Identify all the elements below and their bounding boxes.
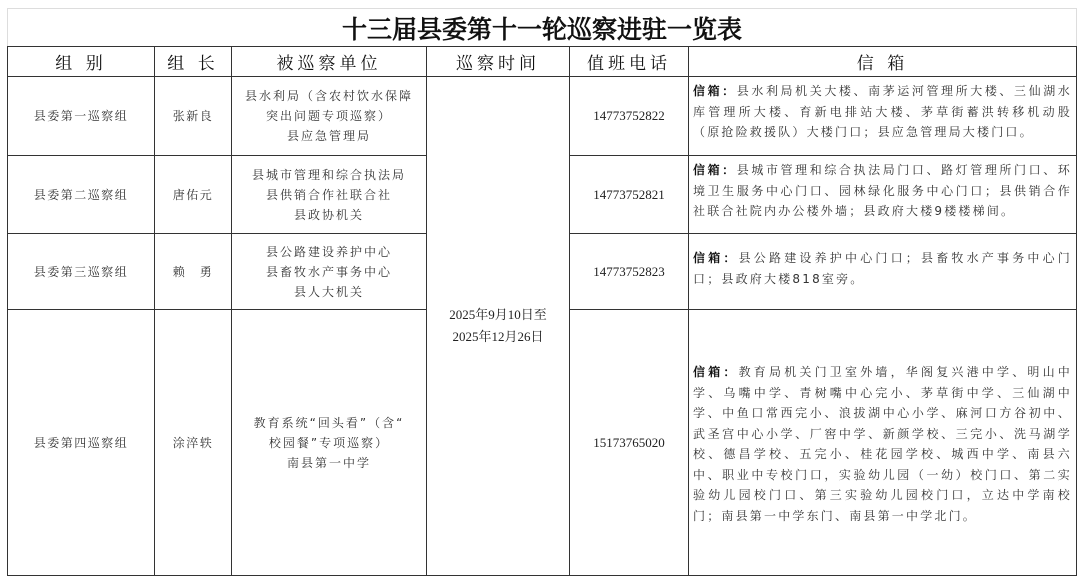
leader-cell: 涂淬轶 [155, 310, 232, 576]
mailbox-cell [689, 234, 1077, 310]
group-cell: 县委第一巡察组 [8, 77, 155, 156]
mailbox-text: 县水利局机关大楼、南茅运河管理所大楼、三仙湖水库管理所大楼、育新电排站大楼、茅草街蓄洪转移机动股（原抢险救援队）大楼门口；县应急管理局大楼门口。 [693, 84, 1072, 139]
phone-cell: 14773752823 [570, 234, 689, 310]
mailbox-text: 县公路建设养护中心门口；县畜牧水产事务中心门口；县政府大楼818室旁。 [693, 251, 1072, 286]
unit-line: 县政协机关 [293, 207, 364, 222]
header-time: 巡察时间 [427, 47, 570, 77]
units-cell [232, 310, 427, 576]
unit-line: 县水利局（含农村饮水保障 [244, 89, 413, 103]
page-title: 十三届县委第十一轮巡察进驻一览表 [341, 15, 742, 44]
unit-line: 县应急管理局 [286, 129, 371, 143]
unit-line: 县畜牧水产事务中心 [265, 264, 392, 279]
title-bar [7, 8, 1077, 47]
unit-line: 南县第一中学 [286, 455, 371, 470]
header-group: 组 别 [8, 47, 155, 77]
group-cell: 县委第二巡察组 [8, 156, 155, 234]
phone-cell: 14773752822 [570, 77, 689, 156]
header-mailbox: 信 箱 [689, 47, 1077, 77]
time-end: 2025年12月26日 [452, 329, 544, 344]
mailbox-label: 信箱： [693, 251, 739, 265]
group-cell: 县委第四巡察组 [8, 310, 155, 576]
table-row [8, 77, 1077, 156]
phone-cell: 14773752821 [570, 156, 689, 234]
mailbox-cell [689, 310, 1077, 576]
mailbox-cell [689, 156, 1077, 234]
unit-line: 县人大机关 [293, 284, 364, 299]
mailbox-label: 信箱： [693, 84, 737, 98]
phone-cell: 15173765020 [570, 310, 689, 576]
inspection-table [7, 46, 1077, 576]
header-row [8, 47, 1077, 77]
units-cell [232, 77, 427, 156]
leader-cell: 赖 勇 [155, 234, 232, 310]
unit-line: 县公路建设养护中心 [265, 244, 392, 259]
units-cell [232, 234, 427, 310]
time-cell [427, 77, 570, 576]
unit-line: 县供销合作社联合社 [265, 187, 392, 202]
group-cell: 县委第三巡察组 [8, 234, 155, 310]
mailbox-label: 信箱： [693, 163, 737, 177]
unit-line: 县城市管理和综合执法局 [251, 167, 406, 182]
leader-cell: 张新良 [155, 77, 232, 156]
unit-line: 教育系统“回头看”（含“ [253, 415, 405, 430]
mailbox-text: 县城市管理和综合执法局门口、路灯管理所门口、环境卫生服务中心门口、园林绿化服务中心门口；县供销合作社联合社院内办公楼外墙；县政府大楼9楼楼梯间。 [693, 163, 1072, 218]
units-cell [232, 156, 427, 234]
header-phone: 值班电话 [570, 47, 689, 77]
unit-line: 校园餐”专项巡察） [268, 435, 390, 450]
leader-cell: 唐佑元 [155, 156, 232, 234]
mailbox-cell [689, 77, 1077, 156]
mailbox-label: 信箱： [693, 365, 739, 379]
time-start: 2025年9月10日至 [449, 307, 547, 322]
mailbox-text: 教育局机关门卫室外墙，华阁复兴港中学、明山中学、乌嘴中学、青树嘴中心完小、茅草街中学、三仙湖中学、中鱼口常西完小、浪拔湖中心小学、麻河口方谷初中、武圣宫中心小学、厂窖中学、新颜学校、三完小、洗马湖学校、德昌学校、五完小、桂花园学校、城西中学、南县六中、职业中专校门口，实验幼儿园（一幼）校门口、第二实验幼儿园校门口、第三实验幼儿园校门口，立达中学南校门；南县第一中学东门、南县第一中学北门。 [693, 365, 1072, 523]
header-leader: 组 长 [155, 47, 232, 77]
header-units: 被巡察单位 [232, 47, 427, 77]
unit-line: 突出问题专项巡察） [265, 109, 392, 123]
